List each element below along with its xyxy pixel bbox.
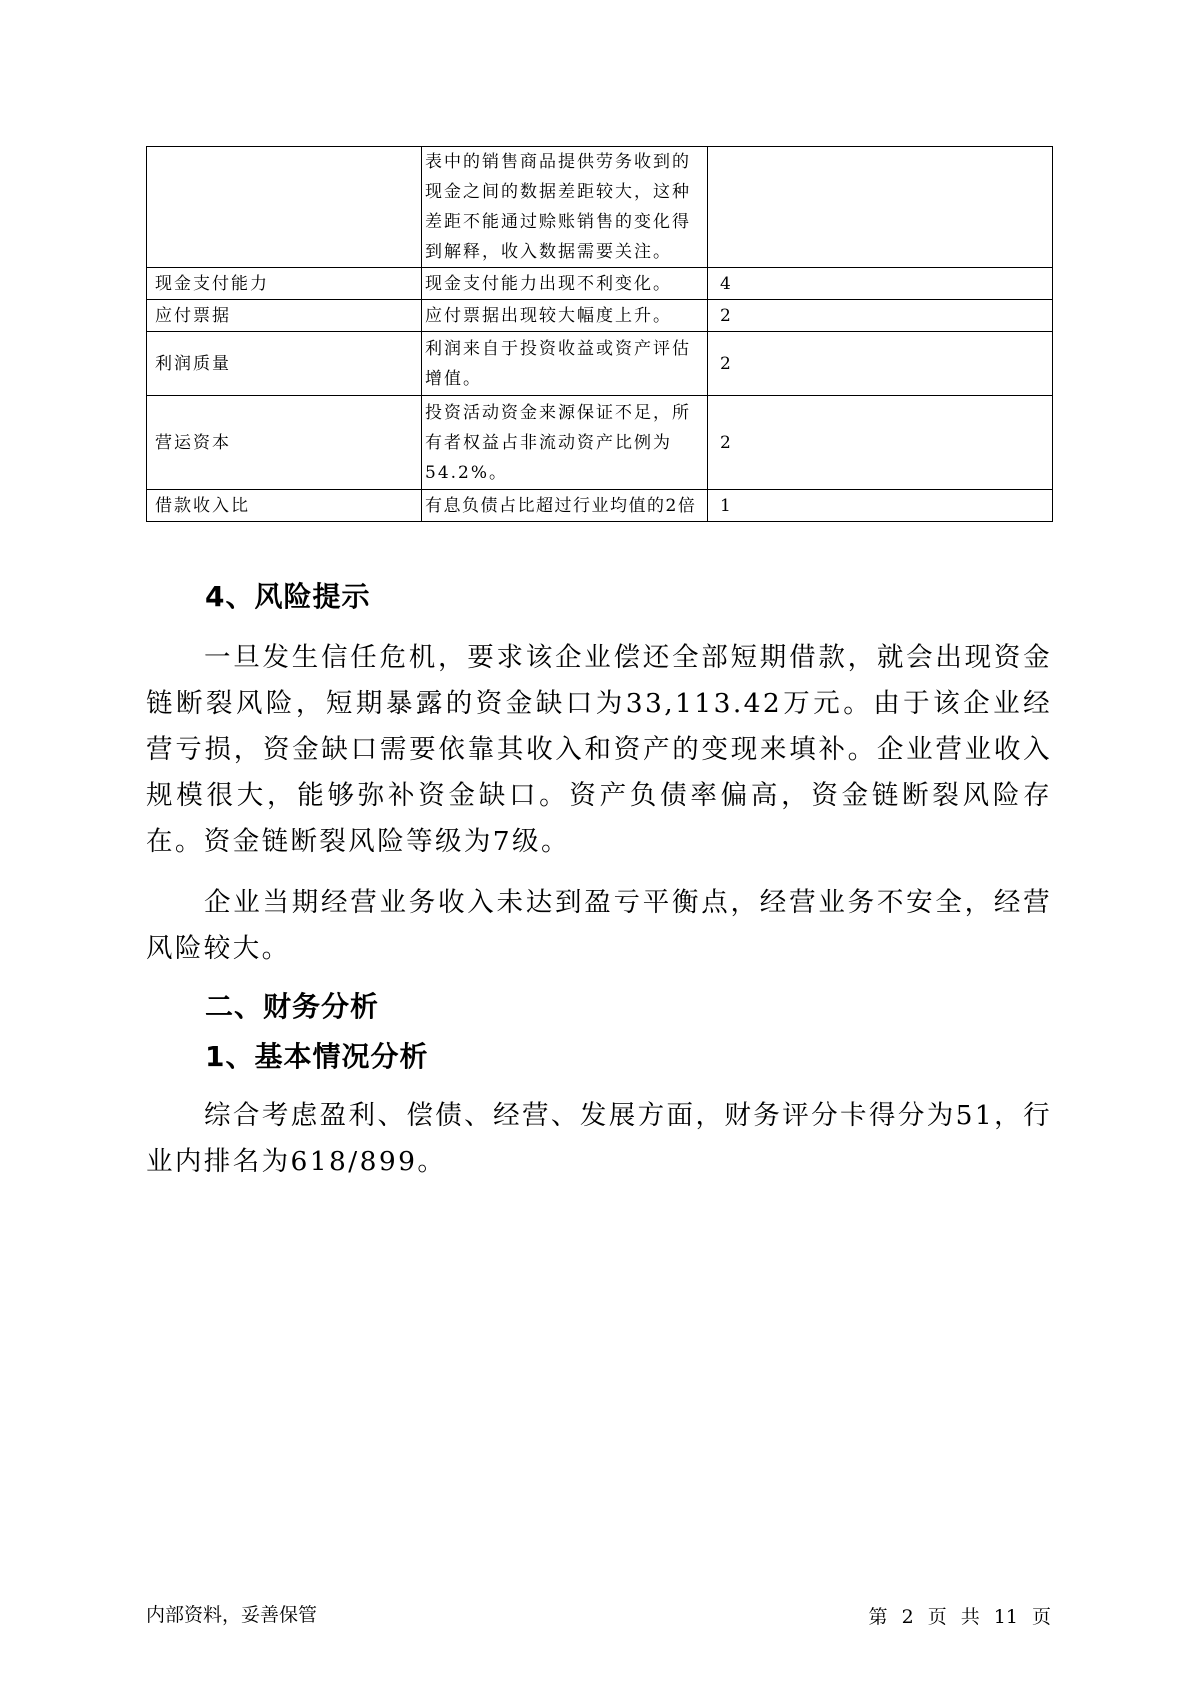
score-cell xyxy=(708,147,1053,268)
table-row xyxy=(147,396,1053,490)
indicator-cell: 营运资本 xyxy=(147,396,422,490)
description-cell: 现金支付能力出现不利变化。 xyxy=(422,268,708,300)
finance-heading: 二、财务分析 xyxy=(205,990,380,1023)
basic-heading: 1、基本情况分析 xyxy=(205,1040,429,1073)
table-row xyxy=(147,332,1053,396)
risk-paragraph-1: 一旦发生信任危机，要求该企业偿还全部短期借款，就会出现资金链断裂风险，短期暴露的资金缺口为33,113.42万元。由于该企业经营亏损，资金缺口需要依靠其收入和资产的变现来填补。企业营业收入规模很大，能够弥补资金缺口。资产负债率偏高，资金链断裂风险存在。资金链断裂风险等级为7级。 xyxy=(146,642,1052,857)
score-cell: 2 xyxy=(708,332,1053,396)
score-cell: 2 xyxy=(708,396,1053,490)
indicator-cell: 应付票据 xyxy=(147,300,422,332)
description-cell: 应付票据出现较大幅度上升。 xyxy=(422,300,708,332)
basic-paragraph: 综合考虑盈利、偿债、经营、发展方面，财务评分卡得分为51，行业内排名为618/899。 xyxy=(146,1100,1052,1177)
description-cell: 表中的销售商品提供劳务收到的现金之间的数据差距较大，这种差距不能通过赊账销售的变化得到解释，收入数据需要关注。 xyxy=(422,147,708,268)
description-cell: 利润来自于投资收益或资产评估增值。 xyxy=(422,332,708,396)
risk-paragraph-2: 企业当期经营业务收入未达到盈亏平衡点，经营业务不安全，经营风险较大。 xyxy=(146,887,1052,964)
indicator-cell xyxy=(147,147,422,268)
table-row xyxy=(147,268,1053,300)
risk-indicator-table xyxy=(146,146,1053,522)
indicator-cell: 利润质量 xyxy=(147,332,422,396)
footer-page-number: 第 2 页 共 11 页 xyxy=(868,1606,1051,1628)
table-row xyxy=(147,490,1053,522)
score-cell: 2 xyxy=(708,300,1053,332)
description-cell: 投资活动资金来源保证不足，所有者权益占非流动资产比例为54.2%。 xyxy=(422,396,708,490)
indicator-cell: 现金支付能力 xyxy=(147,268,422,300)
footer-confidential: 内部资料，妥善保管 xyxy=(146,1604,318,1626)
description-cell: 有息负债占比超过行业均值的2倍 xyxy=(422,490,708,522)
indicator-cell: 借款收入比 xyxy=(147,490,422,522)
risk-heading: 4、风险提示 xyxy=(205,580,371,613)
table-row xyxy=(147,147,1053,268)
score-cell: 1 xyxy=(708,490,1053,522)
table-row xyxy=(147,300,1053,332)
score-cell: 4 xyxy=(708,268,1053,300)
